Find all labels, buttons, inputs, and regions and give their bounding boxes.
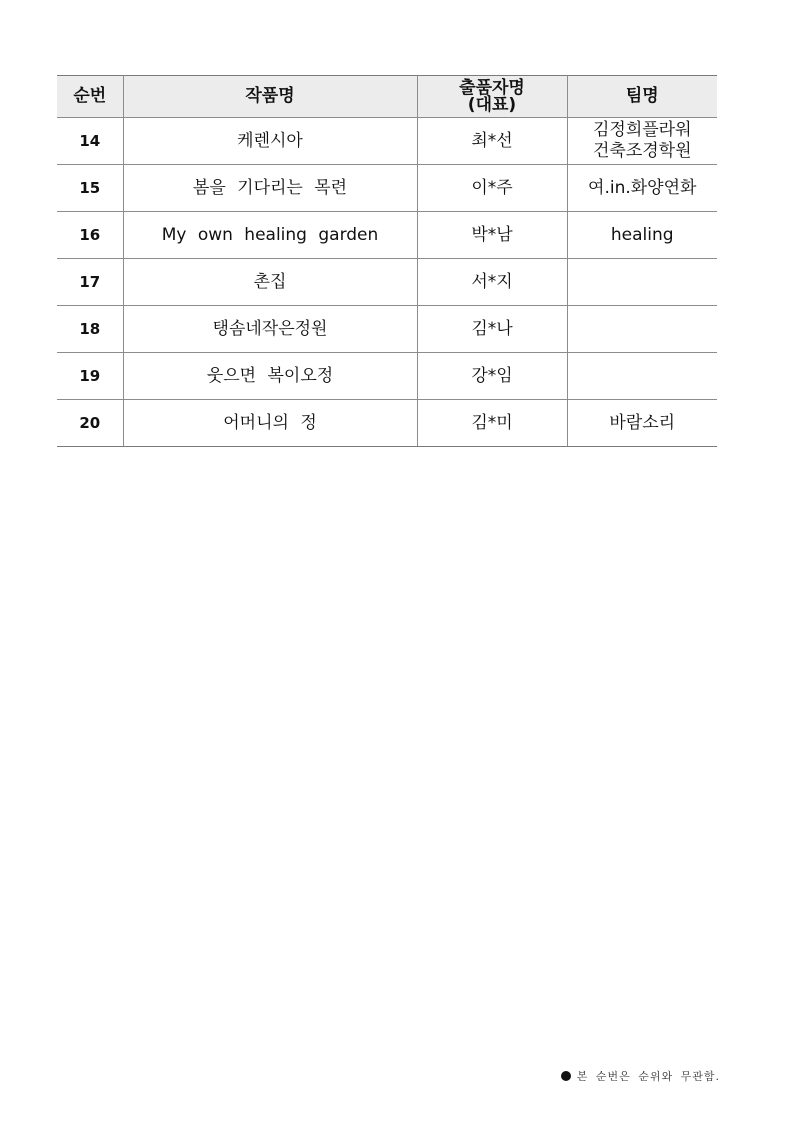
cell-exhibitor: 최*선 bbox=[417, 118, 567, 165]
cell-team bbox=[567, 118, 717, 165]
header-exhibitor-sub: (대표) bbox=[467, 94, 517, 115]
cell-team bbox=[567, 165, 717, 212]
team-line: 건축조경학원 bbox=[592, 141, 692, 161]
table-row bbox=[57, 212, 717, 259]
header-row bbox=[57, 76, 717, 118]
header-title: 작품명 bbox=[123, 76, 417, 118]
team-line: 바람소리 bbox=[609, 412, 676, 433]
cell-exhibitor: 강*임 bbox=[417, 353, 567, 400]
entry-table bbox=[57, 75, 717, 447]
cell-team bbox=[567, 400, 717, 447]
table-row bbox=[57, 118, 717, 165]
table-row bbox=[57, 353, 717, 400]
cell-no: 17 bbox=[57, 259, 123, 306]
table-row bbox=[57, 400, 717, 447]
cell-no: 15 bbox=[57, 165, 123, 212]
team-line: 김정희플라워 bbox=[592, 120, 692, 140]
cell-title: 봄을 기다리는 목련 bbox=[123, 165, 417, 212]
cell-title: 탱솜네작은정원 bbox=[123, 306, 417, 353]
cell-no: 14 bbox=[57, 118, 123, 165]
footnote-text: 본 순번은 순위와 무관함. bbox=[576, 1070, 720, 1083]
team-line: healing bbox=[610, 224, 674, 245]
cell-no: 16 bbox=[57, 212, 123, 259]
table-header bbox=[57, 76, 717, 118]
cell-exhibitor: 서*지 bbox=[417, 259, 567, 306]
cell-team bbox=[567, 306, 717, 353]
cell-title: 촌집 bbox=[123, 259, 417, 306]
cell-no: 18 bbox=[57, 306, 123, 353]
cell-no: 19 bbox=[57, 353, 123, 400]
cell-exhibitor: 김*나 bbox=[417, 306, 567, 353]
table-body bbox=[57, 118, 717, 447]
table-row bbox=[57, 259, 717, 306]
header-exhibitor-label: 출품자명 bbox=[459, 77, 525, 98]
cell-no: 20 bbox=[57, 400, 123, 447]
cell-team bbox=[567, 259, 717, 306]
cell-exhibitor: 이*주 bbox=[417, 165, 567, 212]
footnote bbox=[561, 1068, 720, 1084]
cell-exhibitor: 박*남 bbox=[417, 212, 567, 259]
cell-exhibitor: 김*미 bbox=[417, 400, 567, 447]
bullet-icon bbox=[561, 1071, 571, 1081]
header-no: 순번 bbox=[57, 76, 123, 118]
cell-team bbox=[567, 212, 717, 259]
table-row bbox=[57, 306, 717, 353]
cell-title: 어머니의 정 bbox=[123, 400, 417, 447]
cell-team bbox=[567, 353, 717, 400]
cell-title: My own healing garden bbox=[123, 212, 417, 259]
cell-title: 웃으면 복이오정 bbox=[123, 353, 417, 400]
cell-title: 케렌시아 bbox=[123, 118, 417, 165]
team-line: 여.in.화양연화 bbox=[588, 177, 697, 198]
header-team: 팀명 bbox=[567, 76, 717, 118]
header-exhibitor bbox=[417, 76, 567, 118]
table-row bbox=[57, 165, 717, 212]
